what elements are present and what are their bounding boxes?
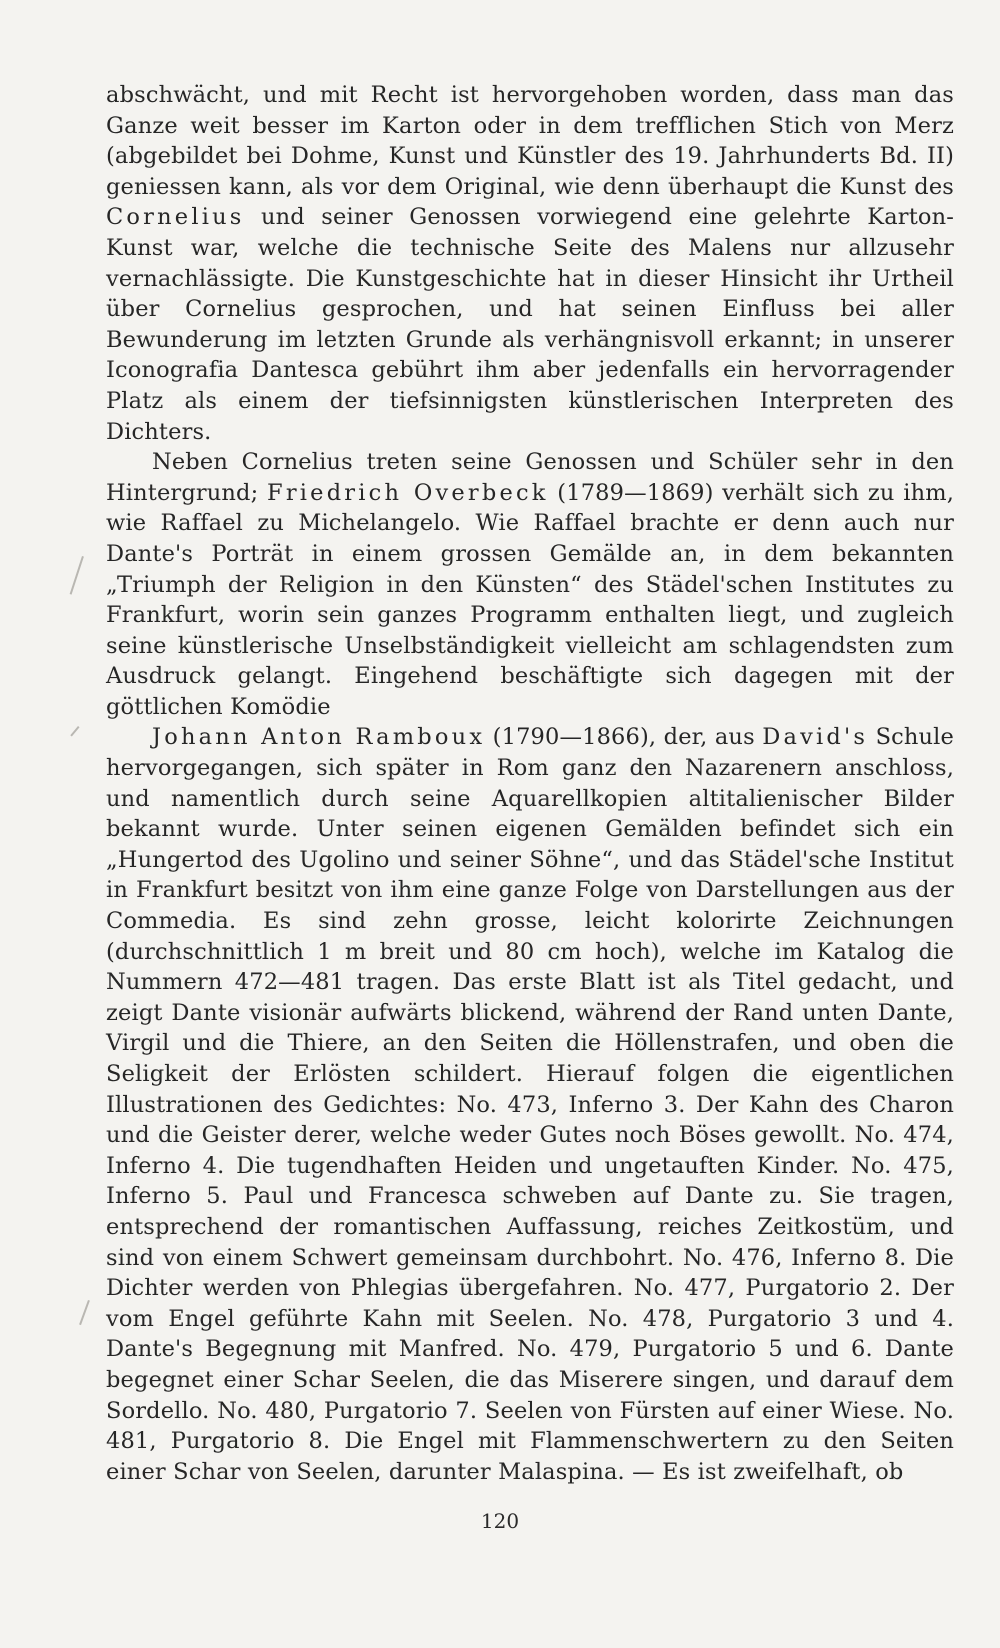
text-segment: Schule hervorgegangen, sich später in Rom ganz den Nazarenern anschloss, und namentlich durch seine Aquarellkopien altitalienischer Bilder bekannt wurde. Unter seinen eigenen Gemälden befindet sich ein „Hungertod des Ugolino und seiner Söhne“, und das Städel'sche Institut in Frankfurt besitzt von ihm eine ganze Folge von Darstellungen aus der Commedia. Es sind zehn grosse, leicht kolorirte Zeichnungen (durchschnittlich 1 m breit und 80 cm hoch), welche im Katalog die Nummern 472—481 tragen. Das erste Blatt ist als Titel gedacht, und zeigt Dante visionär aufwärts blickend, während der Rand unten Dante, Virgil und die Thiere, an den Seiten die Höllenstrafen, und oben die Seligkeit der Erlösten schildert. Hierauf folgen die eigentlichen Illustrationen des Gedichtes: No. 473, Inferno 3. Der Kahn des Charon und die Geister derer, welche weder Gutes noch Böses gewollt. No. 474, Inferno 4. Die tugendhaften Heiden und ungetauften Kinder. No. 475, Inferno 5. Paul und Francesca schweben auf Dante zu. Sie tragen, entsprechend der romantischen Auffassung, reiches Zeitkostüm, und sind von einem Schwert gemeinsam durchbohrt. No. 476, Inferno 8. Die Dichter werden von Phlegias übergefahren. No. 477, Purgatorio 2. Der vom Engel geführte Kahn mit Seelen. No. 478, Purgatorio 3 und 4. Dante's Begegnung mit Manfred. No. 479, Purgatorio 5 und 6. Dante begegnet einer Schar Seelen, die das Miserere singen, und darauf dem Sordello. No. 480, Purgatorio 7. Seelen von Fürsten auf einer Wiese. No. 481, Purgatorio 8. Die Engel mit Flammenschwertern zu den Seiten einer Schar von Seelen, darunter Malaspina. — Es ist zweifelhaft, ob — [106, 724, 954, 1485]
margin-pencil-mark — [70, 726, 79, 736]
text-segment: (1790—1866), der, aus — [485, 724, 763, 751]
text-segment: und seiner Genossen vorwiegend eine gelehrte Karton-Kunst war, welche die technische Seite des Malens nur allzusehr vernachlässigte. Die Kunstgeschichte hat in dieser Hinsicht ihr Urtheil über Cornelius gesprochen, und hat seinen Einfluss bei aller Bewunderung im letzten Grunde als verhängnisvoll erkannt; in unserer Iconografia Dantesca gebührt ihm aber jedenfalls ein hervorragender Platz als einem der tiefsinnigsten künstlerischen Interpreten des Dichters. — [106, 204, 954, 445]
text-segment: abschwächt, und mit Recht ist hervorgehoben worden, dass man das Ganze weit besser im Karton oder in dem trefflichen Stich von Merz (abgebildet bei Dohme, Kunst und Künstler des 19. Jahrhunderts Bd. II) geniessen kann, als vor dem Original, wie denn überhaupt die Kunst des — [106, 82, 954, 200]
page-number: 120 — [480, 1509, 520, 1533]
paragraph-2 — [106, 447, 954, 722]
paragraph-1 — [106, 80, 954, 447]
spaced-name-cornelius: Cornelius — [106, 204, 245, 231]
text-segment: Neben Cornelius treten seine Genossen und Schüler sehr in den Hintergrund; — [106, 449, 954, 506]
margin-pencil-mark — [70, 556, 84, 595]
text-segment: (1789—1869) verhält sich zu ihm, wie Raffael zu Michelangelo. Wie Raffael brachte er denn auch nur Dante's Porträt in einem grossen Gemälde an, in dem bekannten „Triumph der Religion in den Künsten“ des Städel'schen Institutes zu Frankfurt, worin sein ganzes Programm enthalten liegt, und zugleich seine künstlerische Unselbständigkeit vielleicht am schlagendsten zum Ausdruck gelangt. Eingehend beschäftigte sich dagegen mit der göttlichen Komödie — [106, 479, 954, 720]
spaced-name-ramboux: Johann Anton Ramboux — [152, 724, 486, 751]
spaced-name-david: David's — [762, 724, 869, 751]
body-text — [106, 80, 954, 1487]
margin-pencil-mark — [79, 1300, 90, 1325]
spaced-name-overbeck: Friedrich Overbeck — [267, 479, 549, 506]
paragraph-3 — [106, 722, 954, 1487]
